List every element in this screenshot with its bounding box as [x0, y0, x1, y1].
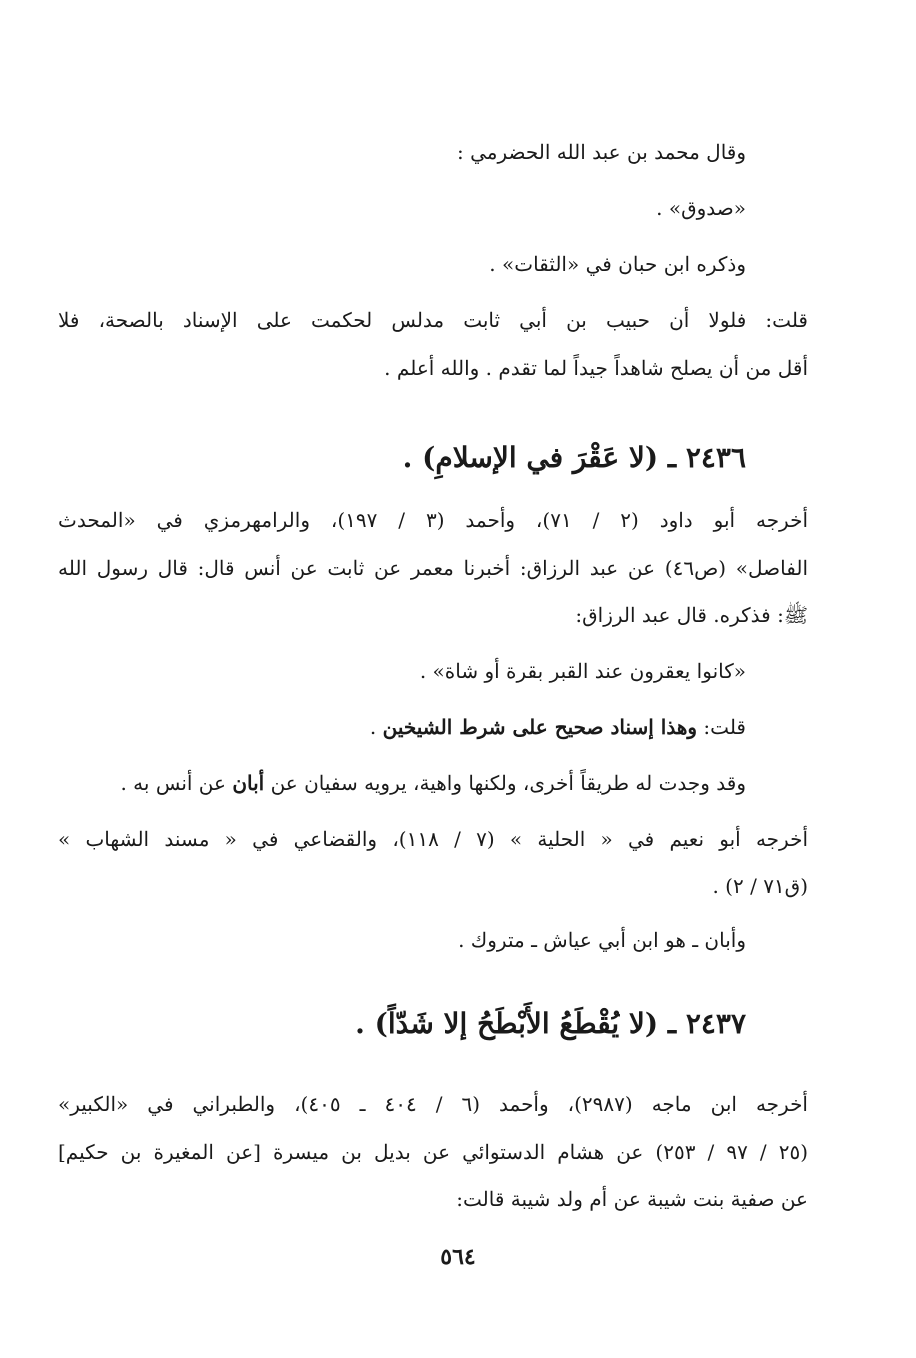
text-span: عن أنس به .: [120, 771, 233, 795]
page-number: ٥٦٤: [440, 1244, 476, 1270]
text-line: «صدوق» .: [656, 196, 746, 220]
text-line: أقل من أن يصلح شاهداً جيداً لما تقدم . والله أعلم .: [384, 356, 808, 380]
text-line: الفاصل» (ص٤٦) عن عبد الرزاق: أخبرنا معمر عن ثابت عن أنس قال: قال رسول الله: [58, 556, 808, 580]
text-line: عن صفية بنت شيبة عن أم ولد شيبة قالت:: [456, 1187, 808, 1211]
bold-text-span: وهذا إسناد صحيح على شرط الشيخين: [382, 715, 698, 739]
text-line: وقال محمد بن عبد الله الحضرمي :: [457, 140, 746, 164]
hadith-heading-2437: ٢٤٣٧ ـ (لا يُقْطَعُ الأَبْطَحُ إلا شَدّاً) .: [355, 1007, 746, 1040]
bold-text-span: أبان: [232, 771, 265, 795]
text-line: (ق٧١ / ٢) .: [712, 874, 808, 898]
text-span: .: [369, 715, 383, 739]
text-line: أخرجه أبو داود (٢ / ٧١)، وأحمد (٣ / ١٩٧)، والرامهرمزي في «المحدث: [58, 508, 809, 532]
hadith-heading-2436: ٢٤٣٦ ـ (لا عَقْرَ في الإسلامِ) .: [402, 441, 746, 474]
text-line: «كانوا يعقرون عند القبر بقرة أو شاة» .: [419, 659, 746, 683]
text-line: أخرجه أبو نعيم في « الحلية » (٧ / ١١٨)، والقضاعي في « مسند الشهاب »: [58, 827, 808, 851]
text-line: ﷺ: فذكره. قال عبد الرزاق:: [575, 603, 808, 627]
text-line: أخرجه ابن ماجه (٢٩٨٧)، وأحمد (٦ / ٤٠٤ ـ ٤٠٥)، والطبراني في «الكبير»: [58, 1092, 808, 1116]
text-line: (٢٥ / ٩٧ / ٢٥٣) عن هشام الدستوائي عن بديل بن ميسرة [عن المغيرة بن حكيم]: [58, 1140, 809, 1164]
text-line: وذكره ابن حبان في «الثقات» .: [489, 252, 746, 276]
text-span: قلت:: [697, 715, 746, 739]
text-line: وأبان ـ هو ابن أبي عياش ـ متروك .: [458, 928, 746, 952]
text-line: [120, 769, 746, 797]
text-line: قلت: فلولا أن حبيب بن أبي ثابت مدلس لحكمت على الإسناد بالصحة، فلا: [58, 308, 808, 332]
text-line: [370, 713, 746, 741]
text-span: وقد وجدت له طريقاً أخرى، ولكنها واهية، يرويه سفيان عن: [264, 771, 746, 795]
